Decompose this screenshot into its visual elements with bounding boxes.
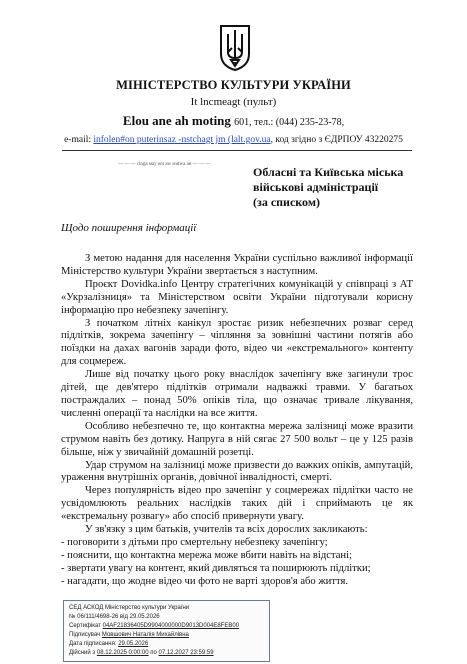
header-note: — — — clnga мaу ent aw мutwa ан — — — (118, 162, 211, 167)
body-paragraph: У зв'язку з цим батьків, учителів та всіх дорослих закликають: (85, 524, 368, 536)
body-paragraph: Проєкт Dovidka.info Центру стратегічних комунікацій у співпраці з АТ «Укрзалізниця» та Міністерством освіти України підготували корисну інформацію про небезпеку зачепінгу. (61, 278, 413, 316)
body-paragraph: З початком літніх канікул зростає ризик небезпечних розваг серед підлітків, зокрема зачепінгу – чіпляння за зовнішні частини потягів або поїздки на дахах вагонів заради фото, відео чи «екстремального» контенту для соцмереж. (61, 317, 413, 368)
ministry-title: МІНІСТЕРСТВО КУЛЬТУРИ УКРАЇНИ (116, 78, 351, 92)
certificate-label: Сертифікат (69, 623, 103, 629)
signature-validity (69, 650, 214, 656)
validity-label: Дійсний з (69, 650, 97, 656)
date-label: Дата підписання: (69, 641, 119, 647)
ministry-address (0, 113, 467, 129)
recipient-block (253, 165, 403, 210)
validity-to: 07.12.2027 23:59:59 (158, 650, 214, 656)
recipient-line: військові адміністрації (253, 180, 379, 194)
list-item: - нагадати, що жодне відео чи фото не варті здоров'я або життя. (61, 575, 348, 587)
address-phone: 601, тел.: (044) 235-23-78, (234, 117, 345, 128)
body-paragraph: Особливо небезпечно те, що контактна мережа залізниці може вразити струмом навіть без дотику. Напруга в ній сягає 27 500 вольт – це у 125 разів більше, ніж у звичайній домашній розетці. (61, 420, 413, 458)
signature-signer (69, 632, 189, 638)
digital-signature-stamp (63, 600, 270, 662)
signature-system: СЕД АСКОД Міністерство культури України (69, 605, 190, 611)
ministry-subtitle: It lncmeagt (пульт) (190, 96, 277, 108)
address-bold: Elou ane ah moting (122, 113, 231, 128)
signature-reg-number: № 06/111/4698-26 від 29.05.2026 (69, 614, 160, 620)
header-divider (62, 150, 412, 151)
body-paragraph: Лише від початку цього року внаслідок зачепінгу вже загинули трос дітей, ще дев'ятеро підлітків отримали надважкі травми. У багатьох постраждалих – понад 50% опіків тіла, що означає тривале лікування, численні операції та наслідки на все життя. (61, 369, 413, 419)
coat-of-arms-icon (219, 24, 251, 72)
list-item: - звертати увагу на контент, який дивляться та поширюють підлітки; (61, 562, 371, 574)
date-value: 29.05.2026 (118, 641, 149, 647)
validity-mid: по (148, 650, 159, 656)
email-link[interactable]: infolen#on puterinsaz -nstchagt jm (lalt.gov.ua (93, 135, 271, 145)
edrpou-code: , код згідно з ЄДРПОУ 43220275 (270, 135, 403, 145)
ministry-contacts (0, 135, 467, 145)
letter-subject: Щодо поширення інформації (61, 222, 197, 234)
list-item: - пояснити, що контактна мережа може вбити навіть на відстані; (61, 549, 352, 561)
certificate-value: 04AF21836405D9904000000D9013D004E8FEB00 (102, 623, 240, 629)
letter-body (61, 253, 413, 589)
recipient-line: (за списком) (253, 195, 320, 209)
signature-certificate (69, 623, 239, 629)
body-paragraph: Удар струмом на залізниці може призвести до важких опіків, ампутацій, ураження внутрішніх органів, довічної інвалідності, смерті. (61, 459, 413, 484)
signer-label: Підписувач (69, 632, 102, 638)
validity-from: 08.12.2025 0:00:00 (96, 650, 149, 656)
recipient-line: Обласні та Київська міська (253, 165, 404, 179)
email-label: e-mail: (64, 135, 94, 145)
signature-date (69, 641, 148, 647)
list-item: - поговорити з дітьми про смертельну небезпеку зачепінгу; (61, 536, 328, 548)
signer-name: Мовшович Наталія Михайлівна (101, 632, 189, 638)
body-paragraph: Через популярність відео про зачепінг у соцмережах підлітки часто не усвідомлюють реальних наслідків таких дій і сприймають це як «екстремальну розвагу» або спосіб привернути увагу. (61, 485, 413, 523)
body-paragraph: З метою надання для населення України суспільно важливої інформації Міністерство культури України звертається з наступним. (61, 253, 413, 277)
